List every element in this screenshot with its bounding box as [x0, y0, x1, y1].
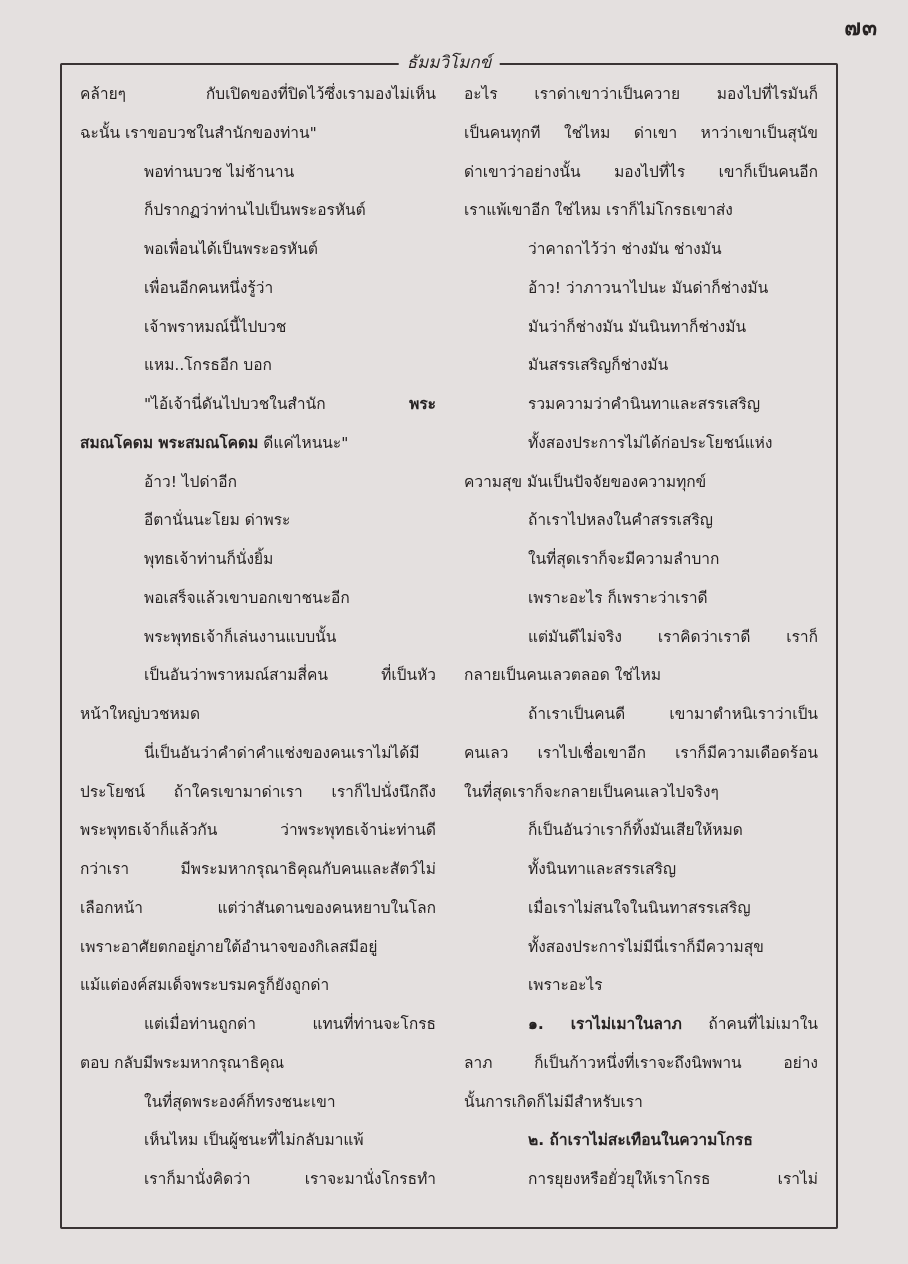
- text-line: พระพุทธเจ้าก็เล่นงานแบบนั้น: [144, 627, 337, 646]
- left-column: [80, 75, 436, 1199]
- text-line: ในที่สุดพระองค์ก็ทรงชนะเขา: [144, 1092, 336, 1111]
- text-line: นี่เป็นอันว่าคำด่าคำแช่งของคนเราไม่ได้มี: [144, 743, 420, 762]
- text-line: ๑. เราไม่เมาในลาภ ถ้าคนที่ไม่เมาใน: [528, 1015, 818, 1033]
- text-line: พุทธเจ้าท่านก็นั่งยิ้ม: [144, 550, 274, 568]
- text-line: ว่าคาถาไว้ว่า ช่างมัน ช่างมัน: [528, 240, 722, 258]
- text-line: อ้าว! ไปด่าอีก: [144, 472, 237, 491]
- text-line: เพราะอาศัยตกอยู่ภายใต้อำนาจของกิเลสมีอยู่: [80, 937, 378, 956]
- text-line: มันว่าก็ช่างมัน มันนินทาก็ช่างมัน: [528, 317, 747, 336]
- text-line: สมณโคดม พระสมณโคดม ดีแค่ไหนนะ": [80, 433, 349, 452]
- text-line: ถ้าเราไปหลงในคำสรรเสริญ: [528, 511, 713, 530]
- text-line: กลายเป็นคนเลวตลอด ใช่ไหม: [464, 666, 662, 685]
- text-frame: [60, 53, 838, 1229]
- text-line: พอท่านบวช ไม่ช้านาน: [144, 162, 295, 181]
- text-line: พอเสร็จแล้วเขาบอกเขาชนะอีก: [144, 588, 350, 607]
- page-number: ๗๓: [844, 16, 878, 41]
- text-line: ทั้งสองประการไม่ได้ก่อประโยชน์แห่ง: [528, 433, 773, 452]
- text-line: อีตานั่นนะโยม ด่าพระ: [144, 511, 291, 530]
- text-line: คล้ายๆ กับเปิดของที่ปิดไว้ซึ่งเรามองไม่เห็น: [80, 85, 436, 103]
- text-line: ถ้าเราเป็นคนดี เขามาตำหนิเราว่าเป็น: [528, 705, 818, 723]
- text-line: พอเพื่อนได้เป็นพระอรหันต์: [144, 240, 318, 258]
- text-line: ในที่สุดเราก็จะกลายเป็นคนเลวไปจริงๆ: [464, 782, 719, 801]
- text-line: หน้าใหญ่บวชหมด: [80, 705, 201, 723]
- text-line: คนเลว เราไปเชื่อเขาอีก เราก็มีความเดือดร้อน: [464, 743, 818, 762]
- text-line: เพราะอะไร ก็เพราะว่าเราดี: [528, 588, 708, 607]
- text-line: พระพุทธเจ้าก็แล้วกัน ว่าพระพุทธเจ้าน่ะท่านดี: [80, 821, 436, 840]
- text-line: ก็เป็นอันว่าเราก็ทิ้งมันเสียให้หมด: [528, 821, 743, 840]
- text-line: อ้าว! ว่าภาวนาไปนะ มันด่าก็ช่างมัน: [528, 278, 769, 297]
- text-line: อะไร เราด่าเขาว่าเป็นควาย มองไปที่ไรมันก็: [464, 85, 818, 103]
- text-line: ตอบ กลับมีพระมหากรุณาธิคุณ: [80, 1053, 285, 1072]
- right-column: [464, 75, 818, 1199]
- text-line: เลือกหน้า แต่ว่าสันดานของคนหยาบในโลก: [80, 898, 436, 917]
- text-line: แหม..โกรธอีก บอก: [144, 356, 272, 375]
- text-line: ลาภ ก็เป็นก้าวหนึ่งที่เราจะถึงนิพพาน อย่าง: [464, 1053, 818, 1072]
- text-line: ฉะนั้น เราขอบวชในสำนักของท่าน": [80, 123, 317, 142]
- text-line: เพื่อนอีกคนหนึ่งรู้ว่า: [144, 278, 274, 297]
- text-line: ประโยชน์ ถ้าใครเขามาด่าเรา เราก็ไปนั่งนึกถึง: [80, 782, 436, 801]
- text-line: เป็นคนทุกที ใช่ไหม ด่าเขา หาว่าเขาเป็นสุนัข: [464, 123, 818, 142]
- text-line: เราก็มานั่งคิดว่า เราจะมานั่งโกรธทำ: [144, 1170, 436, 1188]
- text-line: การยุยงหรือยั่วยุให้เราโกรธ เราไม่: [528, 1170, 818, 1188]
- text-line: แม้แต่องค์สมเด็จพระบรมครูก็ยังถูกด่า: [80, 976, 330, 995]
- text-line: ในที่สุดเราก็จะมีความลำบาก: [528, 550, 720, 568]
- text-line: ด่าเขาว่าอย่างนั้น มองไปที่ไร เขาก็เป็นคนอีก: [464, 162, 818, 181]
- text-line: รวมความว่าคำนินทาและสรรเสริญ: [528, 395, 761, 413]
- text-line: เป็นอันว่าพราหมณ์สามสี่คน ที่เป็นหัว: [144, 666, 436, 685]
- text-line: นั้นการเกิดก็ไม่มีสำหรับเรา: [464, 1092, 643, 1111]
- text-line: ทั้งนินทาและสรรเสริญ: [528, 860, 677, 878]
- text-line: ความสุข มันเป็นปัจจัยของความทุกข์: [464, 472, 707, 491]
- section-heading: ๒. ถ้าเราไม่สะเทือนในความโกรธ: [528, 1131, 753, 1150]
- text-line: แต่มันดีไม่จริง เราคิดว่าเราดี เราก็: [528, 627, 818, 646]
- text-line: เพราะอะไร: [528, 976, 603, 995]
- text-line: มันสรรเสริญก็ช่างมัน: [528, 356, 669, 375]
- text-line: เห็นไหม เป็นผู้ชนะที่ไม่กลับมาแพ้: [144, 1131, 364, 1150]
- text-line: เจ้าพราหมณ์นี้ไปบวช: [144, 317, 287, 336]
- text-line: แต่เมื่อท่านถูกด่า แทนที่ท่านจะโกรธ: [144, 1015, 436, 1033]
- text-line: ทั้งสองประการไม่มีนี่เราก็มีความสุข: [528, 937, 764, 956]
- text-line: เมื่อเราไม่สนใจในนินทาสรรเสริญ: [528, 898, 751, 917]
- text-line: "ไอ้เจ้านี่ดันไปบวชในสำนัก พระ: [144, 395, 436, 413]
- text-line: เราแพ้เขาอีก ใช่ไหม เราก็ไม่โกรธเขาส่ง: [464, 201, 733, 220]
- running-head: ธัมมวิโมกข์: [399, 49, 500, 77]
- text-line: กว่าเรา มีพระมหากรุณาธิคุณกับคนและสัตว์ไม่: [80, 860, 436, 878]
- text-line: ก็ปรากฏว่าท่านไปเป็นพระอรหันต์: [144, 201, 366, 220]
